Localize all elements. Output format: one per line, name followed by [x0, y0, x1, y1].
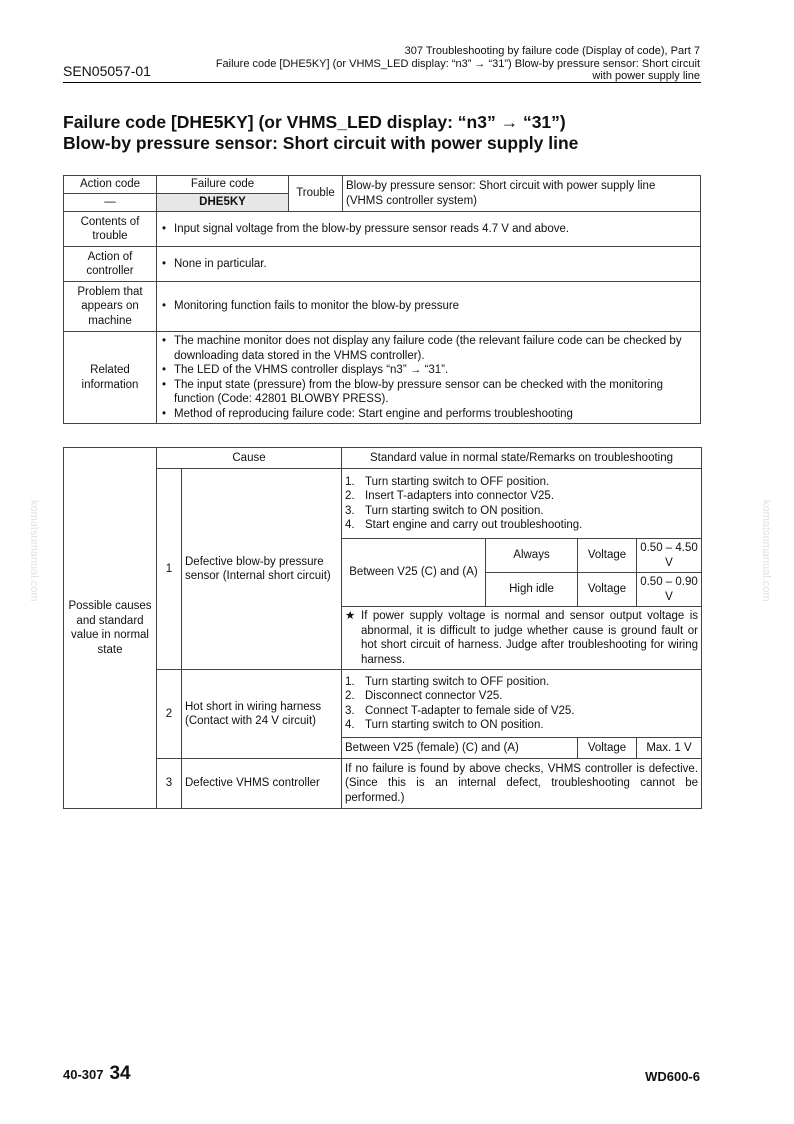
measure-label: Between V25 (female) (C) and (A)	[342, 738, 578, 759]
related-item: • Method of reproducing failure code: Start engine and performs troubleshooting	[160, 407, 697, 422]
measure-condition: Always	[486, 539, 578, 573]
problem-value	[157, 282, 701, 332]
trouble-value-line-1: Blow-by pressure sensor: Short circuit with power supply line	[346, 180, 656, 192]
cause-name: Defective blow-by pressure sensor (Internal short circuit)	[182, 469, 342, 670]
step-item: 1. Turn starting switch to OFF position.	[345, 475, 550, 488]
step-item: 4. Turn starting switch to ON position.	[345, 719, 544, 731]
step-item: 4. Start engine and carry out troubleshooting.	[345, 519, 583, 531]
cause-number: 2	[157, 670, 182, 759]
measure-label: Between V25 (C) and (A)	[342, 539, 486, 607]
document-code: SEN05057-01	[63, 63, 151, 79]
measure-item: Voltage	[578, 738, 637, 759]
step-item: 2. Disconnect connector V25.	[345, 690, 503, 702]
cause-name: Defective VHMS controller	[182, 759, 342, 809]
trouble-value-line-2: (VHMS controller system)	[346, 194, 477, 207]
header-rule	[63, 82, 701, 83]
related-item: • The input state (pressure) from the blow-by pressure sensor can be checked with the monitoring function (Code: 42801 BLOWBY PRESS).	[160, 378, 697, 407]
related-item: • The LED of the VHMS controller displays “n3” → “31”.	[160, 363, 697, 378]
page-prefix: 40-307	[63, 1067, 104, 1082]
cause-1-note	[342, 607, 702, 670]
related-item: • The machine monitor does not display any failure code (the relevant failure code can be checked by downloading data stored in the VHMS controller).	[160, 334, 697, 363]
action-value-text: • None in particular.	[160, 257, 697, 272]
related-label: Related information	[64, 332, 157, 424]
cause-1-steps	[342, 469, 702, 539]
trouble-label: Trouble	[289, 176, 343, 212]
measure-item: Voltage	[578, 539, 637, 573]
cause-table	[63, 447, 702, 809]
section-header	[216, 45, 700, 83]
page-number-value: 34	[109, 1063, 131, 1084]
section-header-line-3: with power supply line	[592, 70, 700, 82]
contents-value	[157, 212, 701, 247]
trouble-value	[343, 176, 701, 212]
action-code-label: Action code	[64, 176, 157, 194]
section-header-line-2: Failure code [DHE5KY] (or VHMS_LED display: “n3” → “31”) Blow-by pressure sensor: Short circuit	[215, 57, 700, 70]
step-item: 3. Turn starting switch to ON position.	[345, 504, 544, 517]
page-title-line-2: Blow-by pressure sensor: Short circuit with power supply line	[63, 133, 579, 153]
measure-item: Voltage	[578, 573, 637, 607]
measure-condition: High idle	[486, 573, 578, 607]
failure-code-value: DHE5KY	[157, 194, 289, 212]
contents-value-text: • Input signal voltage from the blow-by pressure sensor reads 4.7 V and above.	[160, 222, 697, 237]
page-title	[63, 112, 578, 154]
action-label: Action of controller	[64, 247, 157, 282]
page-number	[63, 1063, 131, 1085]
measure-value: 0.50 – 4.50 V	[637, 539, 702, 573]
remarks-header: Standard value in normal state/Remarks on troubleshooting	[342, 448, 702, 469]
step-item: 2. Insert T-adapters into connector V25.	[345, 490, 555, 502]
watermark-left: komatsumanual.com	[28, 500, 40, 602]
failure-code-label: Failure code	[157, 176, 289, 194]
problem-value-text: • Monitoring function fails to monitor the blow-by pressure	[160, 299, 697, 314]
possible-causes-label: Possible causes and standard value in normal state	[64, 448, 157, 809]
note-text: If power supply voltage is normal and sensor output voltage is abnormal, it is difficult to judge whether cause is ground fault or hot short circuit of harness. Judge after troubleshooting for wiring harness.	[361, 610, 699, 666]
action-code-value: —	[64, 194, 157, 212]
cause-3-remark: If no failure is found by above checks, VHMS controller is defective. (Since this is an internal defect, troubleshooting cannot be performed.)	[342, 759, 702, 809]
measure-value: Max. 1 V	[637, 738, 702, 759]
problem-label: Problem that appears on machine	[64, 282, 157, 332]
step-item: 3. Connect T-adapter to female side of V25.	[345, 704, 575, 717]
related-value	[157, 332, 701, 424]
failure-info-table	[63, 175, 701, 424]
star-icon: ★	[345, 610, 356, 622]
action-value	[157, 247, 701, 282]
page-title-line-1: Failure code [DHE5KY] (or VHMS_LED display: “n3” → “31”)	[63, 112, 566, 132]
cause-2-steps	[342, 670, 702, 738]
model-name: WD600-6	[645, 1069, 700, 1084]
step-item: 1. Turn starting switch to OFF position.	[345, 675, 550, 688]
measure-value: 0.50 – 0.90 V	[637, 573, 702, 607]
cause-name: Hot short in wiring harness (Contact with 24 V circuit)	[182, 670, 342, 759]
cause-number: 3	[157, 759, 182, 809]
section-header-line-1: 307 Troubleshooting by failure code (Display of code), Part 7	[404, 45, 700, 57]
cause-number: 1	[157, 469, 182, 670]
cause-header: Cause	[157, 448, 342, 469]
contents-label: Contents of trouble	[64, 212, 157, 247]
watermark-right: komatsumanual.com	[760, 500, 772, 602]
